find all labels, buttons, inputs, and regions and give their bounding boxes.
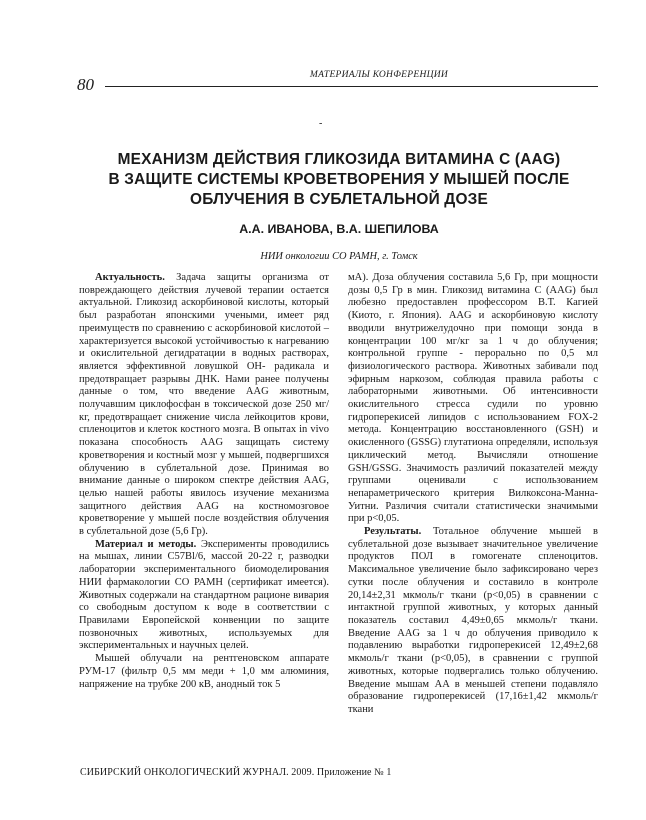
title-line-1: МЕХАНИЗМ ДЕЙСТВИЯ ГЛИКОЗИДА ВИТАМИНА С (AAG): [117, 151, 561, 168]
page-number: 80: [77, 75, 94, 94]
header-rule: [105, 86, 598, 87]
journal-footer: СИБИРСКИЙ ОНКОЛОГИЧЕСКИЙ ЖУРНАЛ. 2009. Приложение № 1: [80, 767, 392, 778]
article-title: [80, 150, 598, 210]
relevance-heading: Актуальность.: [95, 272, 165, 283]
right-column: [348, 272, 598, 717]
title-line-3: ОБЛУЧЕНИЯ В СУБЛЕТАЛЬНОЙ ДОЗЕ: [190, 191, 488, 208]
results-text: Тотальное облучение мышей в сублетальной дозе вызывает значительное увеличение продуктов ПОЛ в гомогенате спленоцитов. Максимальное увеличение было зафиксировано через сутки после облучения и составило в контроле 20,14±2,31 мкмоль/г ткани (p<0,05) в сравнении с интактной группой животных, у которых данный показатель составил 4,49±0,65 мкмоль/г ткани. Введение AAG за 1 ч до облучения приводило к подавлению выработки гидроперекисей 12,49±2,68 мкмоль/г ткани (p<0,05), в сравнении с группой животных, которые подвергались только облучению. Введение мышам AA в меньшей степени подавляло образование гидроперекисей (17,16±1,42 мкмоль/г ткани: [348, 526, 599, 715]
methods-text: Эксперименты проводились на мышах, линии C57Bl/6, массой 20-22 г, разводки лаборатории экспериментального биомоделирования НИИ фармакологии СО РАМН (сертификат имеется). Животных содержали на стандартном рационе вивария со свободным доступом к воде в соответствии с Правилами Европейской конвенции по защите позвоночных животных, используемых для экспериментальных и научных целей.: [79, 538, 330, 652]
authors: А.А. ИВАНОВА, В.А. ШЕПИЛОВА: [239, 222, 439, 236]
results-heading: Результаты.: [364, 526, 422, 538]
relevance-paragraph: [79, 272, 329, 539]
relevance-text: Задача защиты организма от повреждающего действия лучевой терапии остается актуальной. Гликозид аскорбиновой кислоты, который был разработан японскими учеными, имеет ряд преимуществ по сравнению с аскорбиновой кислотой – характеризуется высокой устойчивостью к нагреванию и окислительной дегидратации в водных растворах, является эффективной ловушкой ОН- радикала и предотвращает разрывы ДНК. Нами ранее получены данные о том, что введение AAG животным, получавшим циклофосфан в токсической дозе 250 мг/кг, предотвращает снижение числа лейкоцитов крови, спленоцитов и клеток костного мозга. В опытах in vivo показана способность AAG защищать систему кроветворения и костный мозг у мышей, подвергшихся облучению в сублетальной дозе. Принимая во внимание данные о широком спектре действия AAG, целью нашей работы явилось изучение механизма защитного действия AAG на костномозговое кроветворение у мышей после воздействия облучения в сублетальной дозе (5,6 Гр).: [79, 272, 329, 538]
left-column: [79, 272, 329, 691]
irradiation-continued: мА). Доза облучения составила 5,6 Гр, при мощности дозы 0,5 Гр в мин. Гликозид витамина С (AAG) был любезно предоставлен профессором В.Т. Кагией (Киото, г. Япония). AAG и аскорбиновую кислоту вводили внутрижелудочно при помощи зонда в концентрации 100 мг/кг за 1 ч до облучения; контрольной группе - перорально по 0,5 мл физиологического раствора. Животных забивали под эфирным наркозом, соблюдая правила работы с лабораторными животными. Об интенсивности окислительного стресса судили по уровню гидроперекисей липидов с использованием FOX-2 метода. Концентрацию восстановленного (GSH) и окисленного (GSSG) глутатиона определяли, используя циклический метод. Вычисляли отношение GSH/GSSG. Значимость различий показателей между группами оценивали с использованием непараметрического критерия Вилкоксона-Манна-Уитни. Различия считали статистически значимыми при p<0,05.: [348, 272, 598, 525]
irradiation-paragraph: Мышей облучали на рентгеновском аппарате РУМ-17 (фильтр 0,5 мм меди + 1,0 мм алюминия, напряжение на трубке 200 кВ, анодный ток 5: [79, 653, 329, 690]
methods-paragraph: [79, 539, 329, 653]
stray-mark: -: [319, 118, 323, 129]
affiliation: НИИ онкологии СО РАМН, г. Томск: [260, 251, 418, 262]
running-head: МАТЕРИАЛЫ КОНФЕРЕНЦИИ: [309, 70, 449, 80]
methods-heading: Материал и методы.: [95, 538, 197, 550]
title-line-2: В ЗАЩИТЕ СИСТЕМЫ КРОВЕТВОРЕНИЯ У МЫШЕЙ ПОСЛЕ: [108, 171, 570, 188]
results-paragraph: [348, 526, 598, 717]
